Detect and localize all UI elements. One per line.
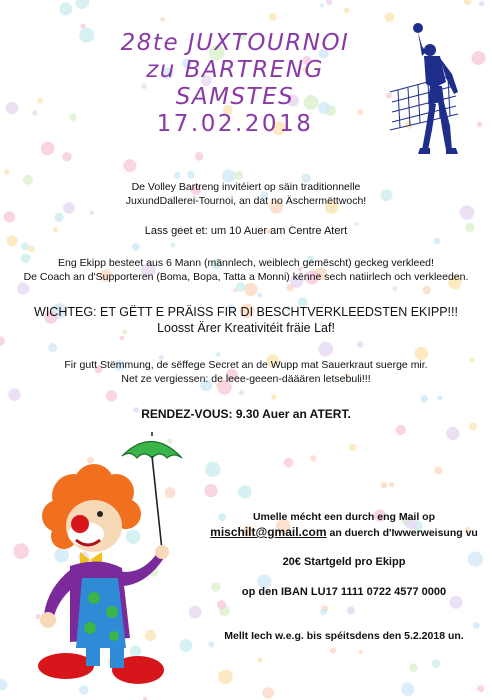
confetti-dot [59, 2, 72, 15]
confetti-dot [437, 395, 442, 400]
confetti-dot [244, 283, 258, 297]
iban-text: op den IBAN LU17 1111 0722 4577 0000 [241, 586, 447, 598]
confetti-dot [234, 171, 243, 180]
confetti-dot [479, 1, 484, 6]
event-date: 17.02.2018 [156, 111, 314, 137]
title-line-1: 28te JUXTOURNOI [120, 30, 350, 56]
confetti-dot [409, 663, 418, 672]
registration-line-2: an duerch d'Iwwerweisung vu [326, 527, 478, 539]
confetti-dot [171, 243, 176, 248]
confetti-dot [257, 658, 262, 663]
confetti-dot [464, 0, 472, 5]
confetti-dot [396, 425, 406, 435]
confetti-dot [320, 609, 327, 616]
confetti-dot [160, 17, 165, 22]
confetti-dot [385, 12, 395, 22]
confetti-dot [0, 336, 5, 346]
confetti-dot [123, 159, 136, 172]
confetti-dot [330, 648, 336, 654]
confetti-dot [469, 422, 477, 430]
confetti-dot [477, 122, 482, 127]
confetti-dot [238, 485, 251, 498]
confetti-dot [446, 427, 459, 440]
confetti-dot [21, 242, 29, 250]
confetti-dot [432, 659, 441, 668]
confetti-dot [381, 482, 387, 488]
confetti-dot [421, 395, 429, 403]
title-line-2: zu BARTRENG [146, 57, 324, 83]
confetti-dot [310, 455, 316, 461]
confetti-dot [32, 110, 37, 115]
deadline-text: Mellt Iech w.e.g. bis spéitsdens den 5.2.2018 un. [224, 630, 464, 642]
fee-text: 20€ Startgeld pro Ekipp [282, 556, 406, 568]
team-line-2: De Coach an d'Supporteren (Boma, Bopa, Tatta a Monni) kënne sech natiirlech och verkleeden. [23, 271, 469, 283]
team-line-1: Eng Ekipp besteet aus 6 Mann (männlech, weiblech gemëscht) geckeg verkleed! [58, 257, 434, 269]
mood-text [0, 358, 492, 386]
intro-text [0, 180, 492, 208]
mood-line-1: Fir gutt Stëmmung, de sëffege Secret an de Wupp mat Sauerkraut suerge mir. [64, 359, 428, 371]
confetti-dot [75, 0, 89, 9]
confetti-dot [4, 169, 9, 174]
confetti-dot [54, 213, 63, 222]
confetti-dot [320, 3, 324, 7]
confetti-dot [174, 172, 181, 179]
confetti-dot [218, 670, 233, 685]
confetti-dot [262, 687, 274, 699]
confetti-dot [284, 458, 294, 468]
confetti-dot [239, 390, 244, 395]
confetti-dot [208, 642, 214, 648]
confetti-dot [41, 142, 55, 156]
confetti-dot [318, 342, 333, 357]
confetti-dot [217, 600, 226, 609]
important-line-2: Loosst Ärer Kreativitéit fräie Laf! [157, 321, 335, 335]
start-line: Lass geet et: um 10 Auer am Centre Atert [144, 225, 348, 237]
confetti-dot [69, 114, 76, 121]
rendezvous-text: RENDEZ-VOUS: 9.30 Auer an ATERT. [141, 407, 351, 421]
confetti-dot [37, 98, 43, 104]
confetti-dot [257, 292, 262, 297]
confetti-dot [62, 152, 71, 161]
confetti-dot [90, 211, 94, 215]
confetti-dot [195, 152, 204, 161]
confetti-dot [349, 444, 356, 451]
important-text [0, 304, 492, 336]
confetti-dot [205, 462, 221, 478]
confetti-dot [8, 388, 20, 400]
confetti-dot [326, 0, 332, 5]
confetti-dot [473, 622, 480, 629]
event-title [90, 30, 380, 138]
confetti-dot [6, 102, 18, 114]
confetti-dot [423, 286, 432, 295]
confetti-dot [0, 679, 7, 690]
confetti-dot [81, 24, 86, 29]
mood-line-2: Net ze vergiessen: de leee-geeen-dääären letsebuli!!! [121, 373, 371, 385]
confetti-dot [271, 394, 276, 399]
confetti-dot [344, 7, 350, 13]
confetti-dot [17, 283, 29, 295]
confetti-dot [13, 543, 29, 559]
title-line-3: SAMSTES [175, 84, 295, 110]
confetti-dot [392, 286, 397, 291]
confetti-dot [347, 606, 355, 614]
confetti-dot [434, 466, 442, 474]
confetti-dot [434, 238, 441, 245]
confetti-dot [359, 650, 363, 654]
clown-illustration [30, 428, 200, 700]
confetti-dot [216, 352, 221, 357]
volleyball-player-icon [388, 22, 468, 162]
confetti-dot [204, 484, 217, 497]
confetti-dot [472, 51, 486, 65]
confetti-dot [132, 243, 140, 251]
confetti-dot [106, 390, 117, 401]
confetti-dot [389, 482, 394, 487]
intro-line-1: De Volley Bartreng invitéiert op säin traditionnelle [131, 181, 361, 193]
confetti-dot [357, 341, 364, 348]
important-line-1: WICHTEG: ET GËTT E PRÄISS FIR DI BESCHTVERKLEEDSTEN EKIPP!!! [34, 305, 458, 319]
confetti-dot [120, 336, 125, 341]
email-link[interactable]: mischilt@gmail.com [210, 525, 327, 539]
registration-email-line [196, 525, 492, 539]
confetti-dot [187, 171, 195, 179]
confetti-dot [4, 211, 15, 222]
intro-line-2: JuxundDallerei-Tournoi, an dat no Äschermëttwoch! [125, 195, 367, 207]
confetti-dot [269, 13, 277, 21]
confetti-dot [48, 343, 57, 352]
team-text [0, 256, 492, 284]
confetti-dot [401, 683, 414, 696]
confetti-dot [477, 685, 484, 692]
registration-line-1: Umelle mécht een durch eng Mail op [252, 511, 436, 523]
